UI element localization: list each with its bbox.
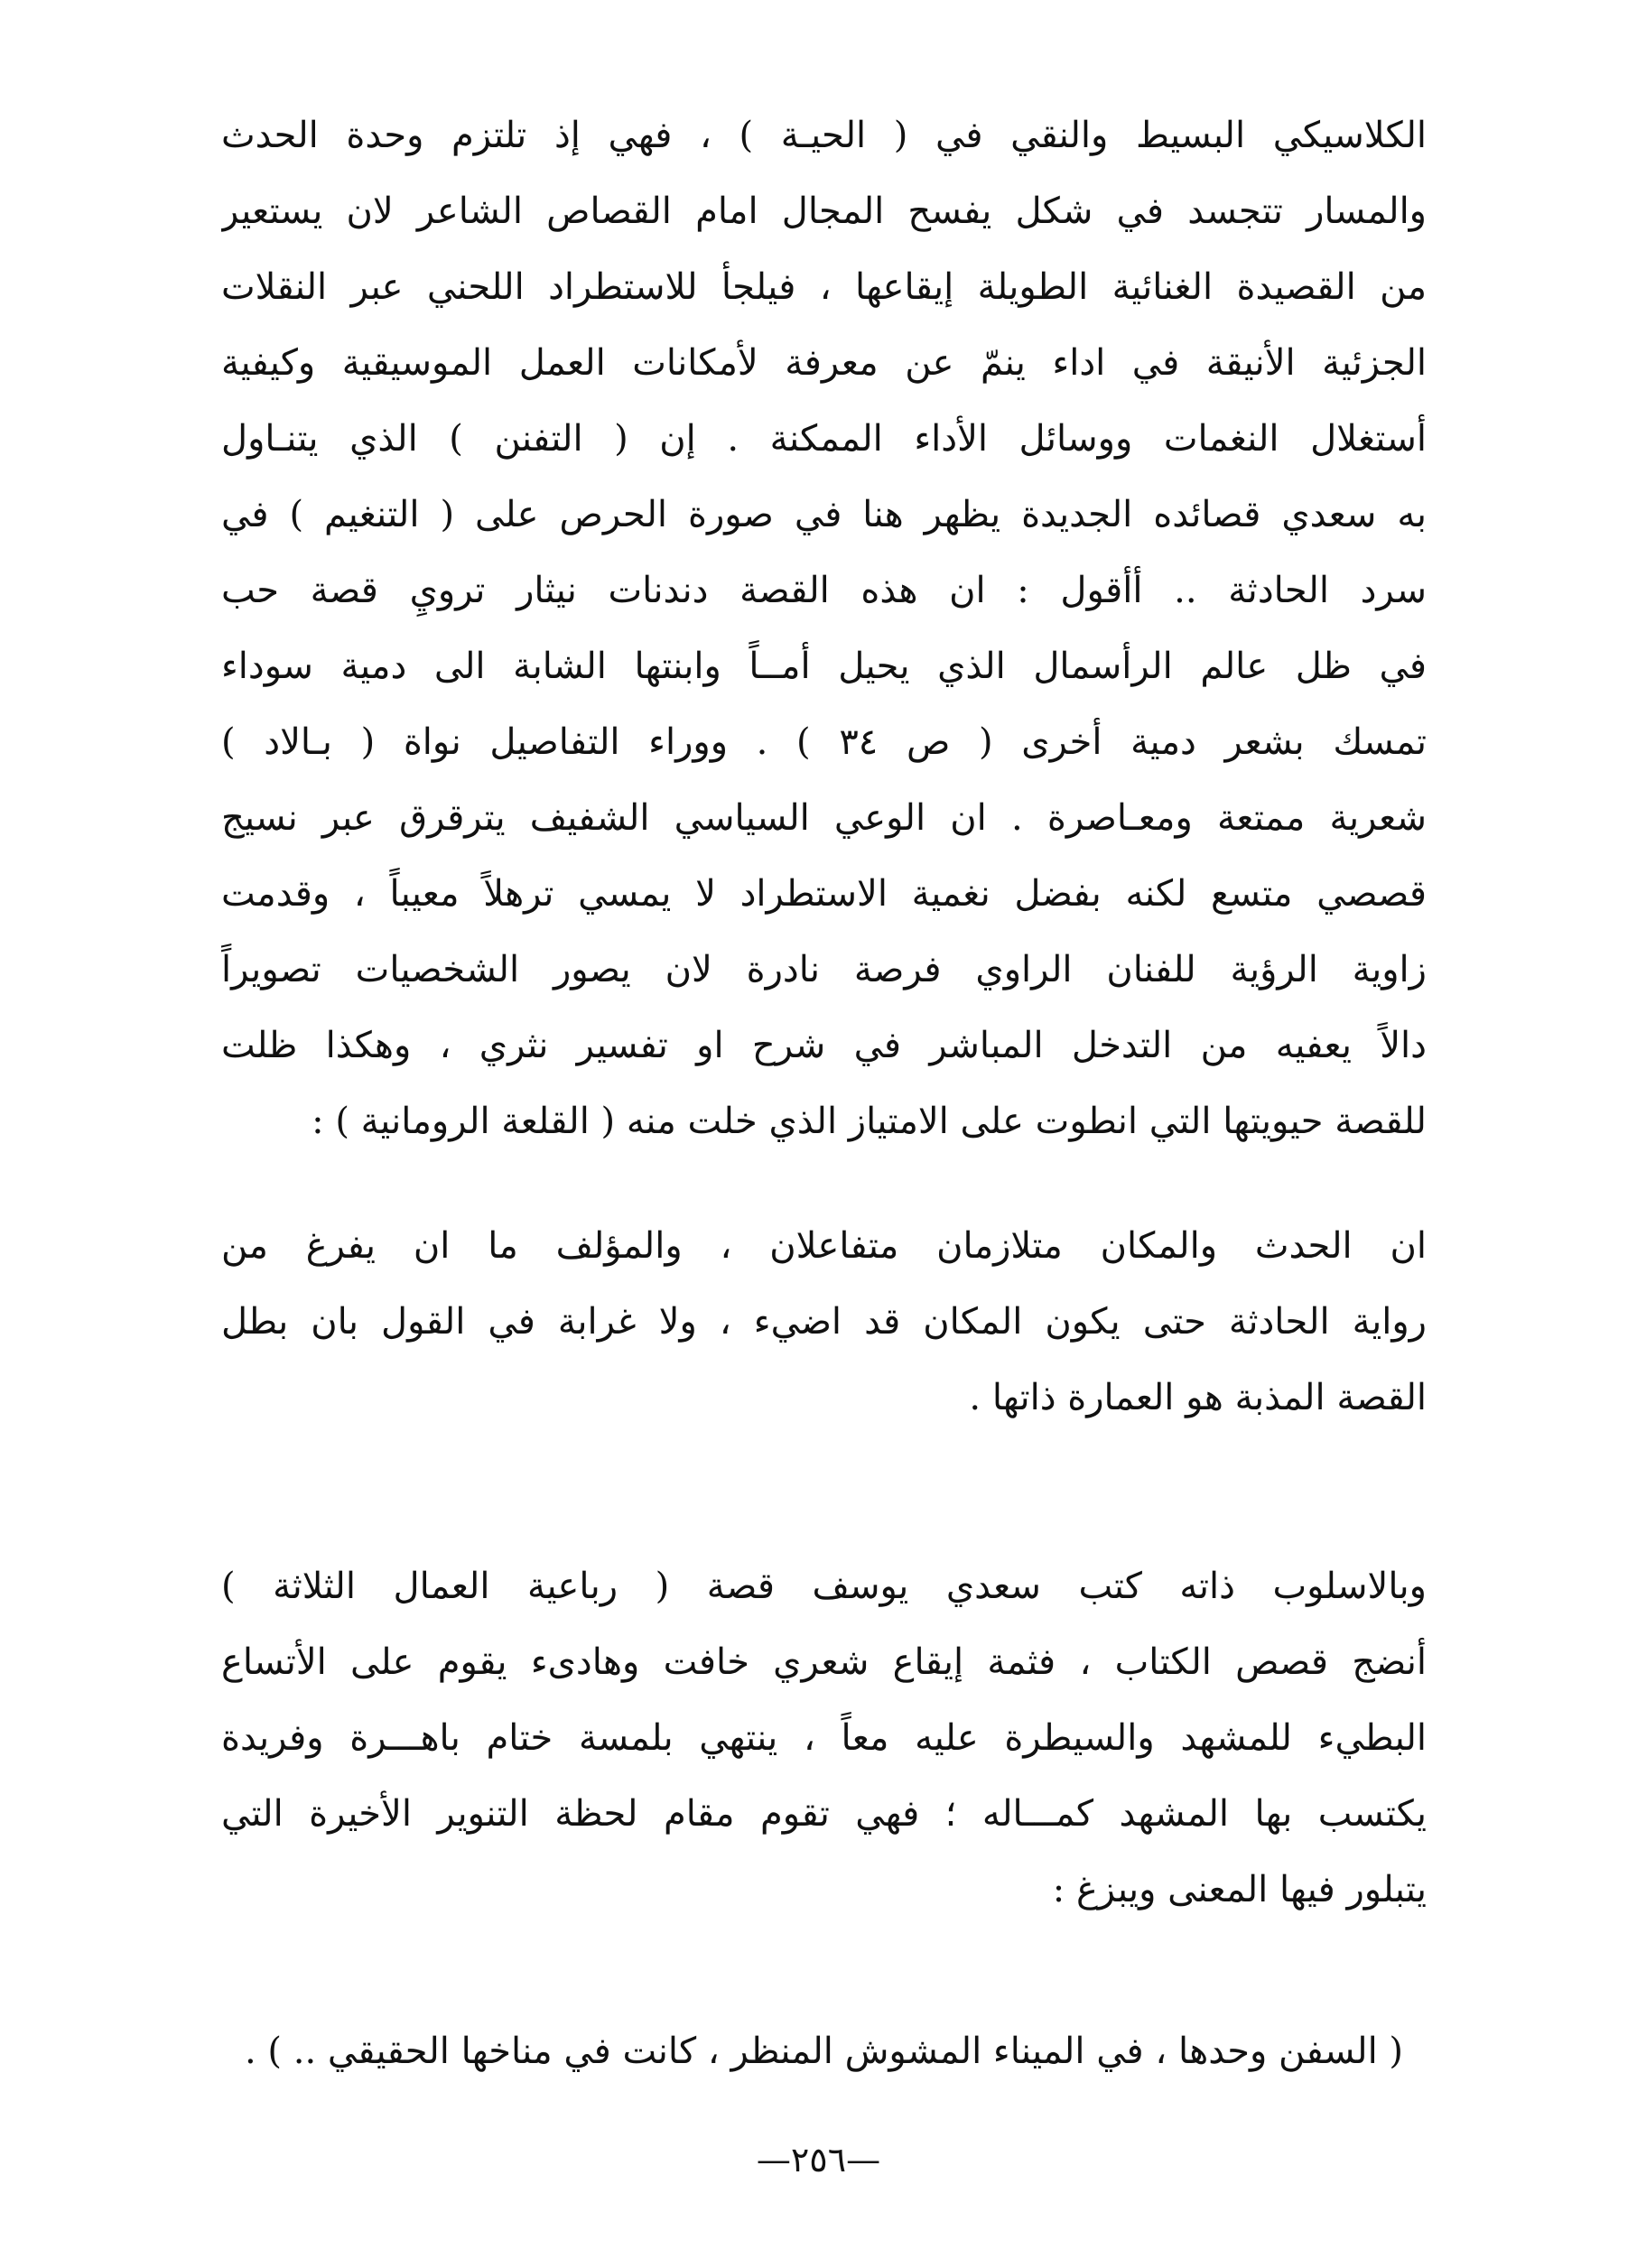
text-line: البطيء للمشهد والسيطرة عليه معاً ، ينتهي بلمسة ختام باهـــرة وفريدة <box>221 1717 1427 1759</box>
text-line: قصصي متسع لكنه بفضل نغمية الاستطراد لا يمسي ترهلاً معيباً ، وقدمت <box>221 873 1427 915</box>
text-line: للقصة حيويتها التي انطوت على الامتياز الذي خلت منه ( القلعة الرومانية ) : <box>312 1101 1427 1142</box>
quotation: ( السفن وحدها ، في الميناء المشوش المنظر ، كانت في مناخها الحقيقي .. ) . <box>244 2031 1404 2072</box>
paragraph-2 <box>221 1208 1427 1436</box>
text-line: يكتسب بها المشهد كمـــاله ؛ فهي تقوم مقام لحظة التنوير الأخيرة التي <box>221 1793 1427 1835</box>
text-line: زاوية الرؤية للفنان الراوي فرصة نادرة لان يصور الشخصيات تصويراً <box>221 949 1427 990</box>
text-line: تمسك بشعر دمية أخرى ( ص ٣٤ ) . ووراء التفاصيل نواة ( بـالاد ) <box>221 721 1427 763</box>
text-line: دالاً يعفيه من التدخل المباشر في شرح او تفسير نثري ، وهكذا ظلت <box>221 1025 1427 1066</box>
text-line: الكلاسيكي البسيط والنقي في ( الحيـة ) ، فهي إذ تلتزم وحدة الحدث <box>221 115 1427 156</box>
text-line: ان الحدث والمكان متلازمان متفاعلان ، والمؤلف ما ان يفرغ من <box>221 1225 1427 1267</box>
text-line: أنضج قصص الكتاب ، فثمة إيقاع شعري خافت وهادىء يقوم على الأتساع <box>221 1641 1427 1683</box>
text-line: سرد الحادثة .. أأقول : ان هذه القصة دندنات نيثار ترويِ قصة حب <box>221 570 1427 611</box>
text-line: وبالاسلوب ذاته كتب سعدي يوسف قصة ( رباعية العمال الثلاثة ) <box>221 1566 1427 1607</box>
text-line: به سعدي قصائده الجديدة يظهر هنا في صورة الحرص على ( التنغيم ) في <box>221 494 1427 535</box>
text-line: رواية الحادثة حتى يكون المكان قد اضيء ، ولا غرابة في القول بان بطل <box>221 1301 1427 1343</box>
text-line: القصة المذبة هو العمارة ذاتها . <box>969 1377 1427 1418</box>
text-line: الجزئية الأنيقة في اداء ينمّ عن معرفة لأمكانات العمل الموسيقية وكيفية <box>221 342 1427 384</box>
paragraph-3 <box>221 1548 1427 1928</box>
text-line: أستغلال النغمات ووسائل الأداء الممكنة . إن ( التفنن ) الذي يتنـاول <box>221 418 1427 460</box>
paragraph-1 <box>221 98 1427 1159</box>
text-line: من القصيدة الغنائية الطويلة إيقاعها ، فيلجأ للاستطراد اللحني عبر النقلات <box>221 266 1427 308</box>
page-number: —٢٥٦— <box>756 2140 881 2180</box>
text-line: في ظل عالم الرأسمال الذي يحيل أمــاً وابنتها الشابة الى دمية سوداء <box>221 646 1427 687</box>
text-line: يتبلور فيها المعنى ويبزغ : <box>1052 1869 1427 1910</box>
text-line: والمسار تتجسد في شكل يفسح المجال امام القصاص الشاعر لان يستعير <box>221 191 1427 232</box>
text-line: شعرية ممتعة ومعـاصرة . ان الوعي السياسي الشفيف يترقرق عبر نسيج <box>221 797 1427 839</box>
